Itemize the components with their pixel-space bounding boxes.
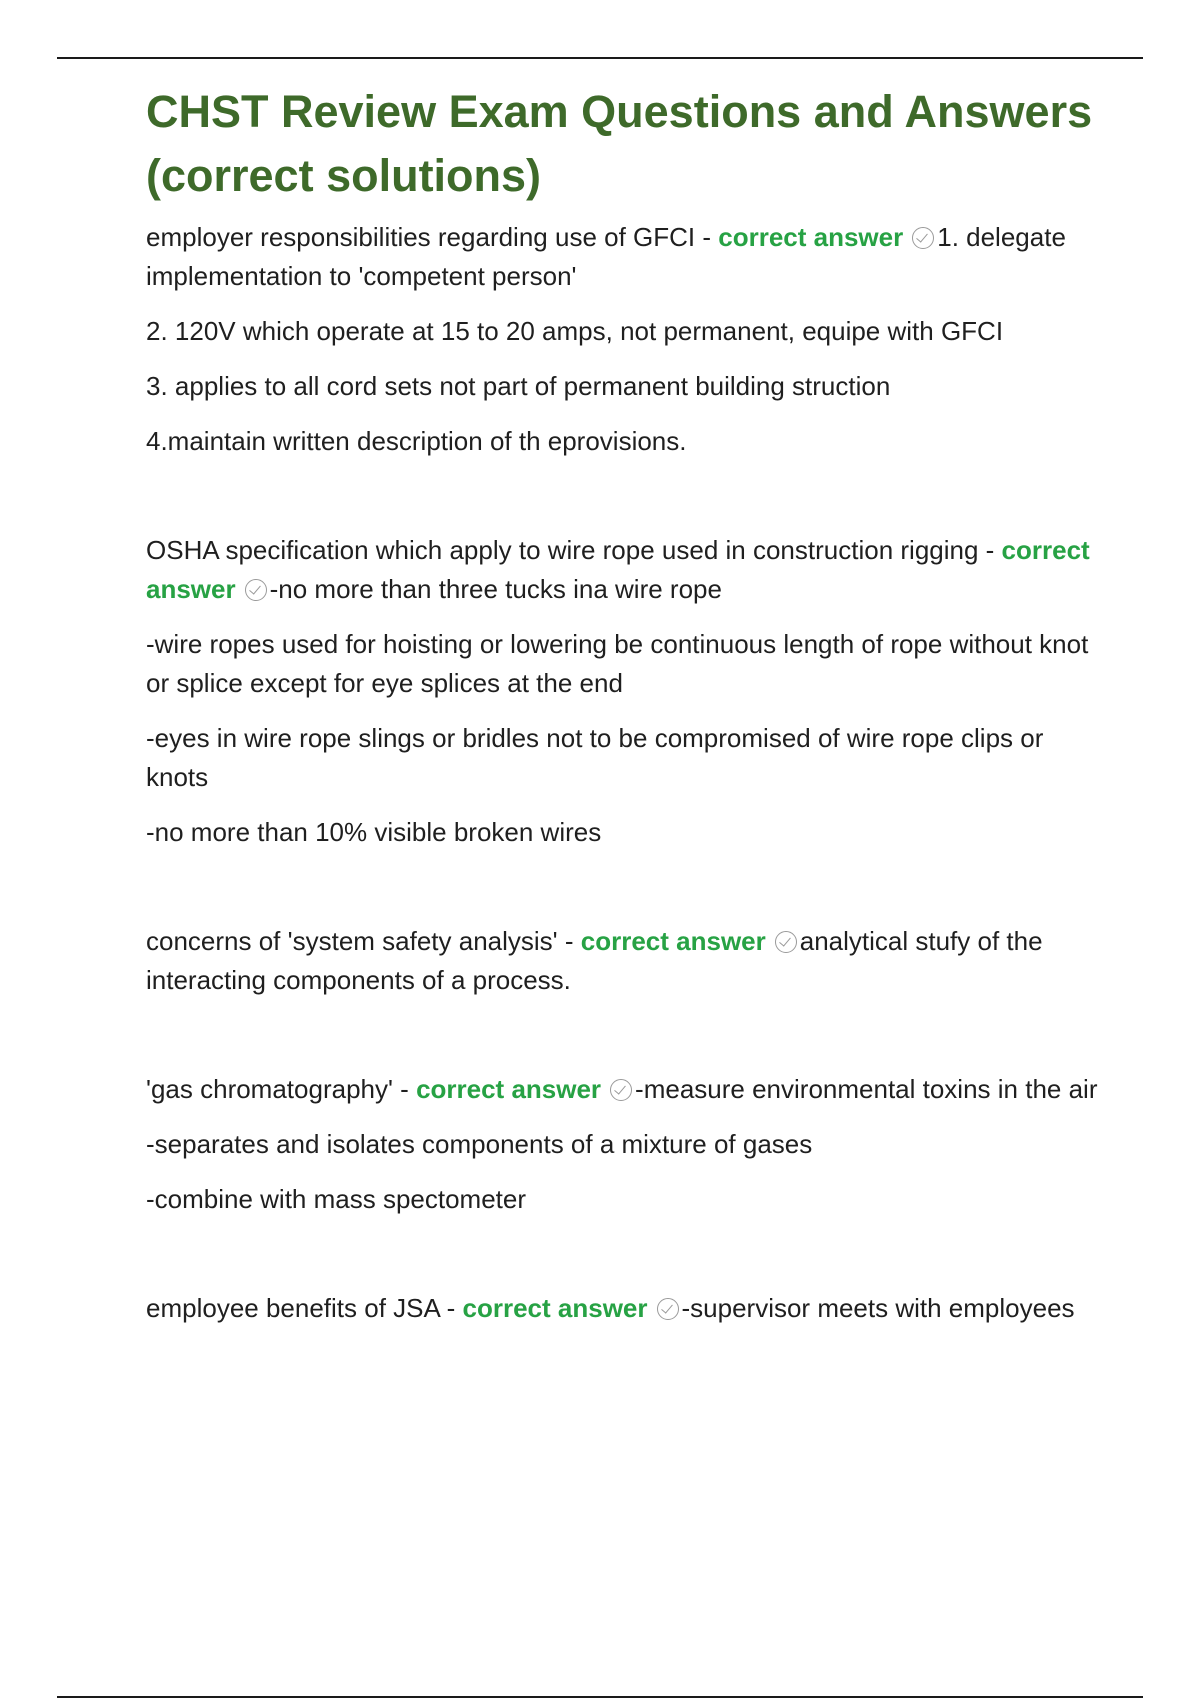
question-text: employee benefits of JSA - <box>146 1293 463 1323</box>
check-circle-icon <box>610 1079 632 1101</box>
top-rule <box>57 57 1143 59</box>
question-line <box>146 922 1106 1000</box>
question-text: OSHA specification which apply to wire rope used in construction rigging - <box>146 535 1002 565</box>
qa-item <box>146 531 1106 852</box>
question-text: employer responsibilities regarding use of GFCI - <box>146 222 719 252</box>
question-line <box>146 1070 1106 1109</box>
qa-item <box>146 922 1106 1000</box>
check-circle-icon <box>912 227 934 249</box>
answer-text: -supervisor meets with employees <box>681 1293 1075 1323</box>
answer-line: 3. applies to all cord sets not part of permanent building struction <box>146 371 891 401</box>
answer-line: 4.maintain written description of th eprovisions. <box>146 426 687 456</box>
correct-answer-label: correct answer <box>146 535 1090 604</box>
bottom-rule <box>57 1696 1143 1698</box>
answer-line: 2. 120V which operate at 15 to 20 amps, not permanent, equipe with GFCI <box>146 316 1004 346</box>
question-line <box>146 1289 1106 1328</box>
question-text: concerns of 'system safety analysis' - <box>146 926 581 956</box>
qa-item <box>146 1289 1106 1328</box>
answer-text: analytical stufy of the interacting components of a process. <box>146 926 1043 995</box>
answer-line: -combine with mass spectometer <box>146 1184 527 1214</box>
answer-line: -separates and isolates components of a mixture of gases <box>146 1129 813 1159</box>
correct-answer-label: correct answer <box>462 1293 648 1323</box>
answer-line: -eyes in wire rope slings or bridles not to be compromised of wire rope clips or knots <box>146 723 1044 792</box>
check-circle-icon <box>245 579 267 601</box>
correct-answer-label: correct answer <box>416 1074 602 1104</box>
question-text: 'gas chromatography' - <box>146 1074 417 1104</box>
question-line <box>146 218 1106 296</box>
check-circle-icon <box>657 1298 679 1320</box>
question-line <box>146 531 1106 609</box>
answer-text: -measure environmental toxins in the air <box>635 1074 1098 1104</box>
answer-text: 1. delegate implementation to 'competent person' <box>146 222 1066 291</box>
qa-item <box>146 218 1106 461</box>
qa-item <box>146 1070 1106 1219</box>
correct-answer-label: correct answer <box>718 222 904 252</box>
document-title: CHST Review Exam Questions and Answers (correct solutions) <box>146 86 1093 201</box>
correct-answer-label: correct answer <box>580 926 766 956</box>
answer-line: -wire ropes used for hoisting or lowering be continuous length of rope without knot or splice except for eye splices at the end <box>146 629 1089 698</box>
document-body <box>146 80 1106 1344</box>
check-circle-icon <box>775 931 797 953</box>
answer-text: -no more than three tucks ina wire rope <box>269 574 722 604</box>
answer-line: -no more than 10% visible broken wires <box>146 817 602 847</box>
